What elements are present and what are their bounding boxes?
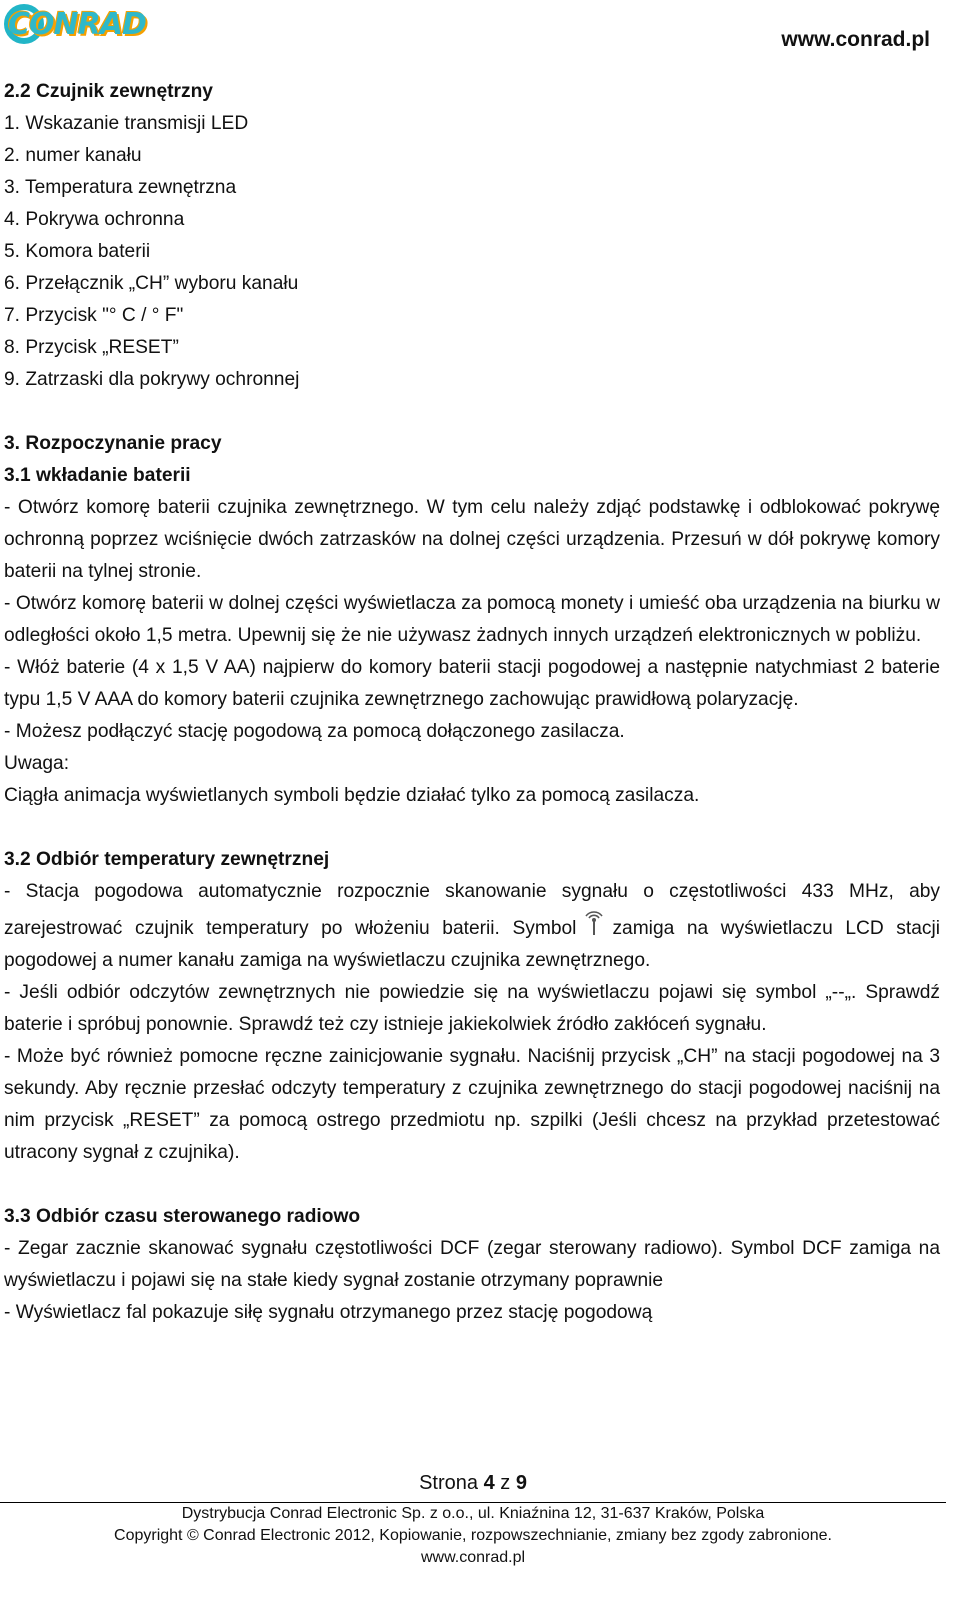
list-item: 5. Komora baterii [4, 241, 151, 262]
paragraph-part: zamiga na wyświetlaczu LCD stacji pogodowej a numer kanału zamiga na wyświetlaczu czujnika zewnętrznego. [4, 918, 941, 971]
paragraph: - Może być również pomocne ręczne zainicjowanie sygnału. Naciśnij przycisk „CH” na stacji pogodowej na 3 sekundy. Aby ręcznie przesłać odczyty temperatury z czujnika zewnętrznego do stacji pogodowej naciśnij na nim przycisk „RESET” za pomocą ostrego przedmiotu np. szpilki (Jeśli chcesz na przykład przetestować utracony sygnał z czujnika). [4, 1046, 940, 1163]
page-content [4, 76, 940, 1329]
section-3-1-title: 3.1 wkładanie baterii [4, 465, 191, 486]
section-3-title: 3. Rozpoczynanie pracy [4, 433, 222, 454]
section-3-3-title: 3.3 Odbiór czasu sterowanego radiowo [4, 1206, 361, 1227]
list-item: 2. numer kanału [4, 145, 142, 166]
page-current: 4 [483, 1472, 495, 1494]
paragraph: - Jeśli odbiór odczytów zewnętrznych nie powiedzie się na wyświetlaczu pojawi się symbol „--„. Sprawdź baterie i spróbuj ponownie. Sprawdź też czy istnieje jakiekolwiek źródło zakłóceń sygnału. [4, 982, 940, 1035]
paragraph [4, 876, 940, 977]
page-number [0, 1468, 946, 1498]
section-2-2-title: 2.2 Czujnik zewnętrzny [4, 81, 213, 102]
paragraph-part: - Stacja pogodowa automatycznie rozpocznie skanowanie sygnału o częstotliwości 433 MHz, aby zarejestrować czujnik temperatury po włożeniu baterii. Symbol [4, 881, 940, 939]
list-item: 7. Przycisk "° C / ° F" [4, 305, 184, 326]
paragraph: - Włóż baterie (4 x 1,5 V AA) najpierw do komory baterii stacji pogodowej a następnie natychmiast 2 baterie typu 1,5 V AAA do komory baterii czujnika zewnętrznego zachowując prawidłową polaryzację. [4, 657, 940, 710]
page-prefix: Strona [419, 1472, 478, 1494]
section-3-2-title: 3.2 Odbiór temperatury zewnętrznej [4, 849, 330, 870]
paragraph: - Otwórz komorę baterii czujnika zewnętrznego. W tym celu należy zdjąć podstawkę i odblokować pokrywę ochronną poprzez wciśnięcie dwóch zatrzasków na dolnej części urządzenia. Przesuń w dół pokrywę komory baterii na tylnej stronie. [4, 497, 940, 582]
header-site-url: www.conrad.pl [781, 28, 930, 51]
footer-url: www.conrad.pl [420, 1549, 526, 1566]
note-text: Ciągła animacja wyświetlanych symboli będzie działać tylko za pomocą zasilacza. [4, 785, 700, 806]
list-item: 6. Przełącznik „CH” wyboru kanału [4, 273, 299, 294]
list-item: 4. Pokrywa ochronna [4, 209, 185, 230]
note-label: Uwaga: [4, 753, 70, 774]
list-item: 9. Zatrzaski dla pokrywy ochronnej [4, 369, 300, 390]
list-item: 3. Temperatura zewnętrzna [4, 177, 237, 198]
conrad-logo [4, 4, 146, 44]
logo-text: CONRAD [8, 6, 146, 42]
paragraph: - Otwórz komorę baterii w dolnej części wyświetlacza za pomocą monety i umieść oba urządzenia na biurku w odległości około 1,5 metra. Upewnij się że nie używasz żadnych innych urządzeń elektronicznych w pobliżu. [4, 593, 940, 646]
list-item: 8. Przycisk „RESET” [4, 337, 179, 358]
page-footer [0, 1468, 946, 1569]
antenna-signal-icon [582, 908, 606, 936]
paragraph: - Możesz podłączyć stację pogodową za pomocą dołączonego zasilacza. [4, 721, 625, 742]
footer-copyright: Copyright © Conrad Electronic 2012, Kopiowanie, rozpowszechnianie, zmiany bez zgody zabronione. [114, 1527, 832, 1544]
list-item: 1. Wskazanie transmisji LED [4, 113, 249, 134]
paragraph: - Zegar zacznie skanować sygnału częstotliwości DCF (zegar sterowany radiowo). Symbol DCF zamiga na wyświetlaczu i pojawi się na stałe kiedy sygnał zostanie otrzymany poprawnie [4, 1238, 940, 1291]
paragraph: - Wyświetlacz fal pokazuje siłę sygnału otrzymanego przez stację pogodową [4, 1302, 653, 1323]
page-total: 9 [515, 1472, 527, 1494]
page-sep: z [500, 1472, 511, 1494]
footer-distribution: Dystrybucja Conrad Electronic Sp. z o.o., ul. Kniaźnina 12, 31-637 Kraków, Polska [181, 1505, 765, 1522]
